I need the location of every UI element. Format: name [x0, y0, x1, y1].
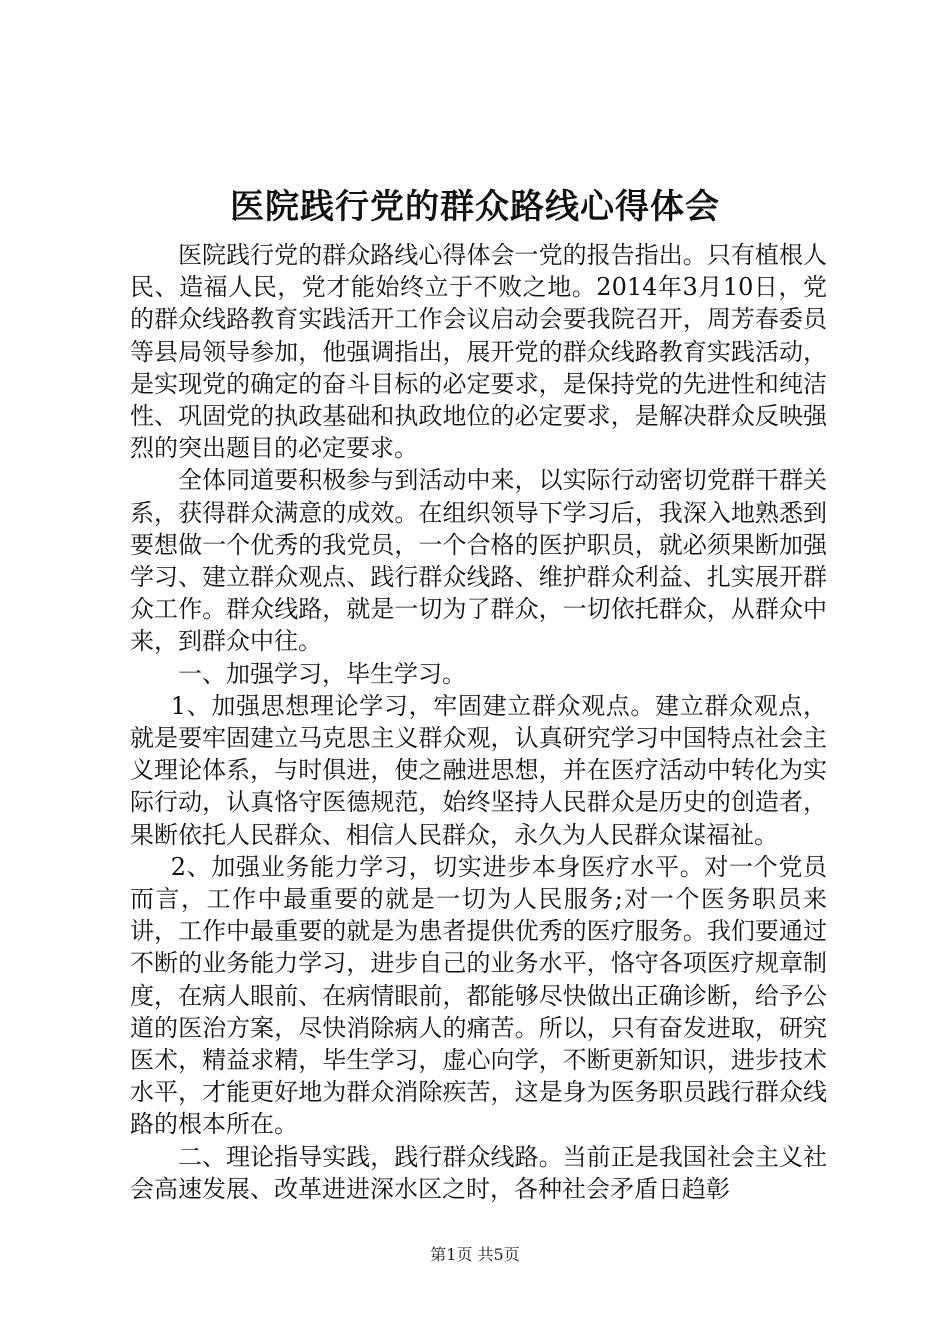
paragraph-practice: 二、理论指导实践，践行群众线路。当前正是我国社会主义社会高速发展、改革进进深水区之时，各种社会矛盾日趋彰 [130, 1142, 827, 1203]
section-heading-study: 一、加强学习，毕生学习。 [178, 659, 466, 688]
document-title: 医院践行党的群众路线心得体会 [230, 187, 720, 227]
paragraph-skill-study: 2、加强业务能力学习，切实进步本身医疗水平。对一个党员而言，工作中最重要的就是一切为人民服务;对一个医务职员来讲，工作中最重要的就是为患者提供优秀的医疗服务。我们要通过不断的业务能力学习，进步自己的业务水平，恪守各项医疗规章制度，在病人眼前、在病情眼前，都能够尽快做出正确诊断，给予公道的医治方案，尽快消除病人的痛苦。所以，只有奋发进取，研究医术，精益求精，毕生学习，虚心向学，不断更新知识，进步技术水平，才能更好地为群众消除疾苦，这是身为医务职员践行群众线路的根本所在。 [130, 852, 827, 1139]
paragraph-participation: 全体同道要积极参与到活动中来，以实际行动密切党群干群关系，获得群众满意的成效。在组织领导下学习后，我深入地熟悉到要想做一个优秀的我党员，一个合格的医护职员，就必须果断加强学习、建立群众观点、践行群众线路、维护群众利益、扎实展开群众工作。群众线路，就是一切为了群众，一切依托群众，从群众中来，到群众中往。 [130, 466, 827, 656]
paragraph-theory-study: 1、加强思想理论学习，牢固建立群众观点。建立群众观点，就是要牢固建立马克思主义群众观，认真研究学习中国特点社会主义理论体系，与时俱进，使之融进思想，并在医疗活动中转化为实际行动，认真恪守医德规范，始终坚持人民群众是历史的创造者，果断依托人民群众、相信人民群众，永久为人民群众谋福祉。 [130, 691, 827, 849]
page-number-footer: 第1页 共5页 [430, 1245, 520, 1264]
document-body [130, 239, 827, 1205]
paragraph-intro: 医院践行党的群众路线心得体会一党的报告指出。只有植根人民、造福人民，党才能始终立于不败之地。2014年3月10日，党的群众线路教育实践活开工作会议启动会要我院召开，周芳春委员等县局领导参加，他强调指出，展开党的群众线路教育实践活动，是实现党的确定的奋斗目标的必定要求，是保持党的先进性和纯洁性、巩固党的执政基础和执政地位的必定要求，是解决群众反映强烈的突出题目的必定要求。 [130, 241, 827, 463]
